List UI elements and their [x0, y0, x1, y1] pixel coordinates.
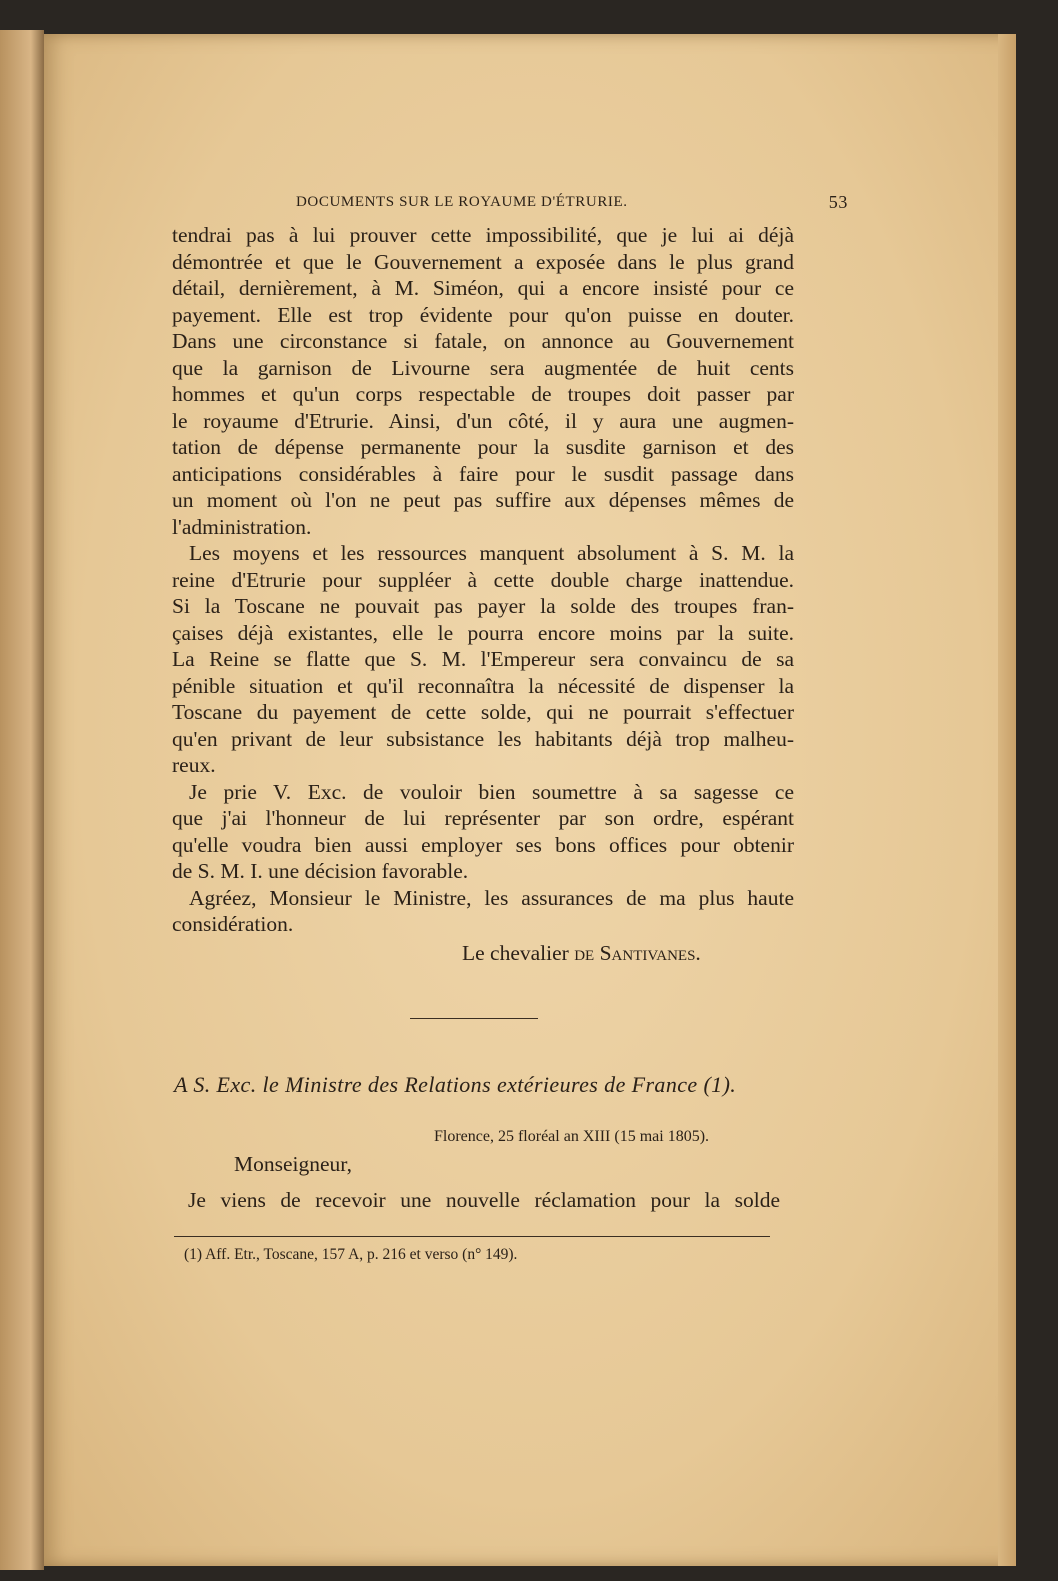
text-line: çaises déjà existantes, elle le pourra encore moins par la suite.: [172, 620, 794, 645]
facing-page-edge: [0, 30, 44, 1570]
text-line: un moment où l'on ne peut pas suffire aux dépenses mêmes de: [172, 488, 794, 512]
body-text: [172, 222, 794, 966]
footnote-rule: [174, 1236, 770, 1237]
text-line: que j'ai l'honneur de lui représenter par son ordre, espérant: [172, 806, 794, 830]
letter-title: A S. Exc. le Ministre des Relations extérieures de France (1).: [174, 1072, 737, 1097]
text-line: reux.: [172, 753, 216, 777]
text-line: Agréez, Monsieur le Ministre, les assurances de ma plus haute: [189, 885, 794, 910]
text-line: pénible situation et qu'il reconnaîtra la nécessité de dispenser la: [172, 673, 794, 698]
text-line: que la garnison de Livourne sera augmentée de huit cents: [172, 355, 794, 380]
book-page: [44, 34, 1016, 1566]
page-fore-edge: [998, 34, 1016, 1566]
text-line: tendrai pas à lui prouver cette impossibilité, que je lui ai déjà: [172, 223, 794, 247]
text-line: détail, dernièrement, à M. Siméon, qui a encore insisté pour ce: [172, 276, 794, 300]
signature: [172, 940, 794, 967]
running-title: DOCUMENTS SUR LE ROYAUME D'ÉTRURIE.: [296, 194, 628, 210]
signature-prefix: Le chevalier: [462, 940, 575, 965]
text-line: Je prie V. Exc. de vouloir bien soumettre à sa sagesse ce: [189, 779, 794, 804]
text-line: l'administration.: [172, 514, 312, 539]
page-number: 53: [828, 192, 848, 212]
text-line: Toscane du payement de cette solde, qui ne pourrait s'effectuer: [172, 700, 794, 724]
section-divider: [410, 1018, 538, 1019]
text-line: qu'elle voudra bien aussi employer ses bons offices pour obtenir: [172, 832, 794, 857]
text-line: reine d'Etrurie pour suppléer à cette double charge inattendue.: [172, 567, 794, 592]
text-line: de S. M. I. une décision favorable.: [172, 859, 469, 883]
text-line: Dans une circonstance si fatale, on annonce au Gouvernement: [172, 329, 794, 353]
text-line: La Reine se flatte que S. M. l'Empereur sera convaincu de sa: [172, 647, 794, 671]
text-line: démontrée et que le Gouvernement a exposée dans le plus grand: [172, 249, 794, 274]
text-line: tation de dépense permanente pour la susdite garnison et des: [172, 435, 794, 459]
text-line: payement. Elle est trop évidente pour qu'on puisse en douter.: [172, 302, 794, 327]
text-line: hommes et qu'un corps respectable de troupes doit passer par: [172, 382, 794, 406]
text-line: le royaume d'Etrurie. Ainsi, d'un côté, il y aura une augmen-: [172, 408, 794, 433]
text-line: qu'en privant de leur subsistance les habitants déjà trop malheu-: [172, 726, 794, 751]
text-line: Si la Toscane ne pouvait pas payer la solde des troupes fran-: [172, 594, 794, 618]
text-line: anticipations considérables à faire pour le susdit passage dans: [172, 461, 794, 486]
letter-dateline: Florence, 25 floréal an XIII (15 mai 1805).: [434, 1128, 710, 1145]
letter-salutation: Monseigneur,: [234, 1152, 352, 1176]
text-line: considération.: [172, 912, 294, 936]
letter-first-line: Je viens de recevoir une nouvelle réclamation pour la solde: [188, 1188, 780, 1212]
text-line: Les moyens et les ressources manquent absolument à S. M. la: [189, 541, 794, 565]
footnote: (1) Aff. Etr., Toscane, 157 A, p. 216 et verso (n° 149).: [184, 1246, 518, 1263]
signature-name: de Santivanes.: [574, 940, 701, 965]
